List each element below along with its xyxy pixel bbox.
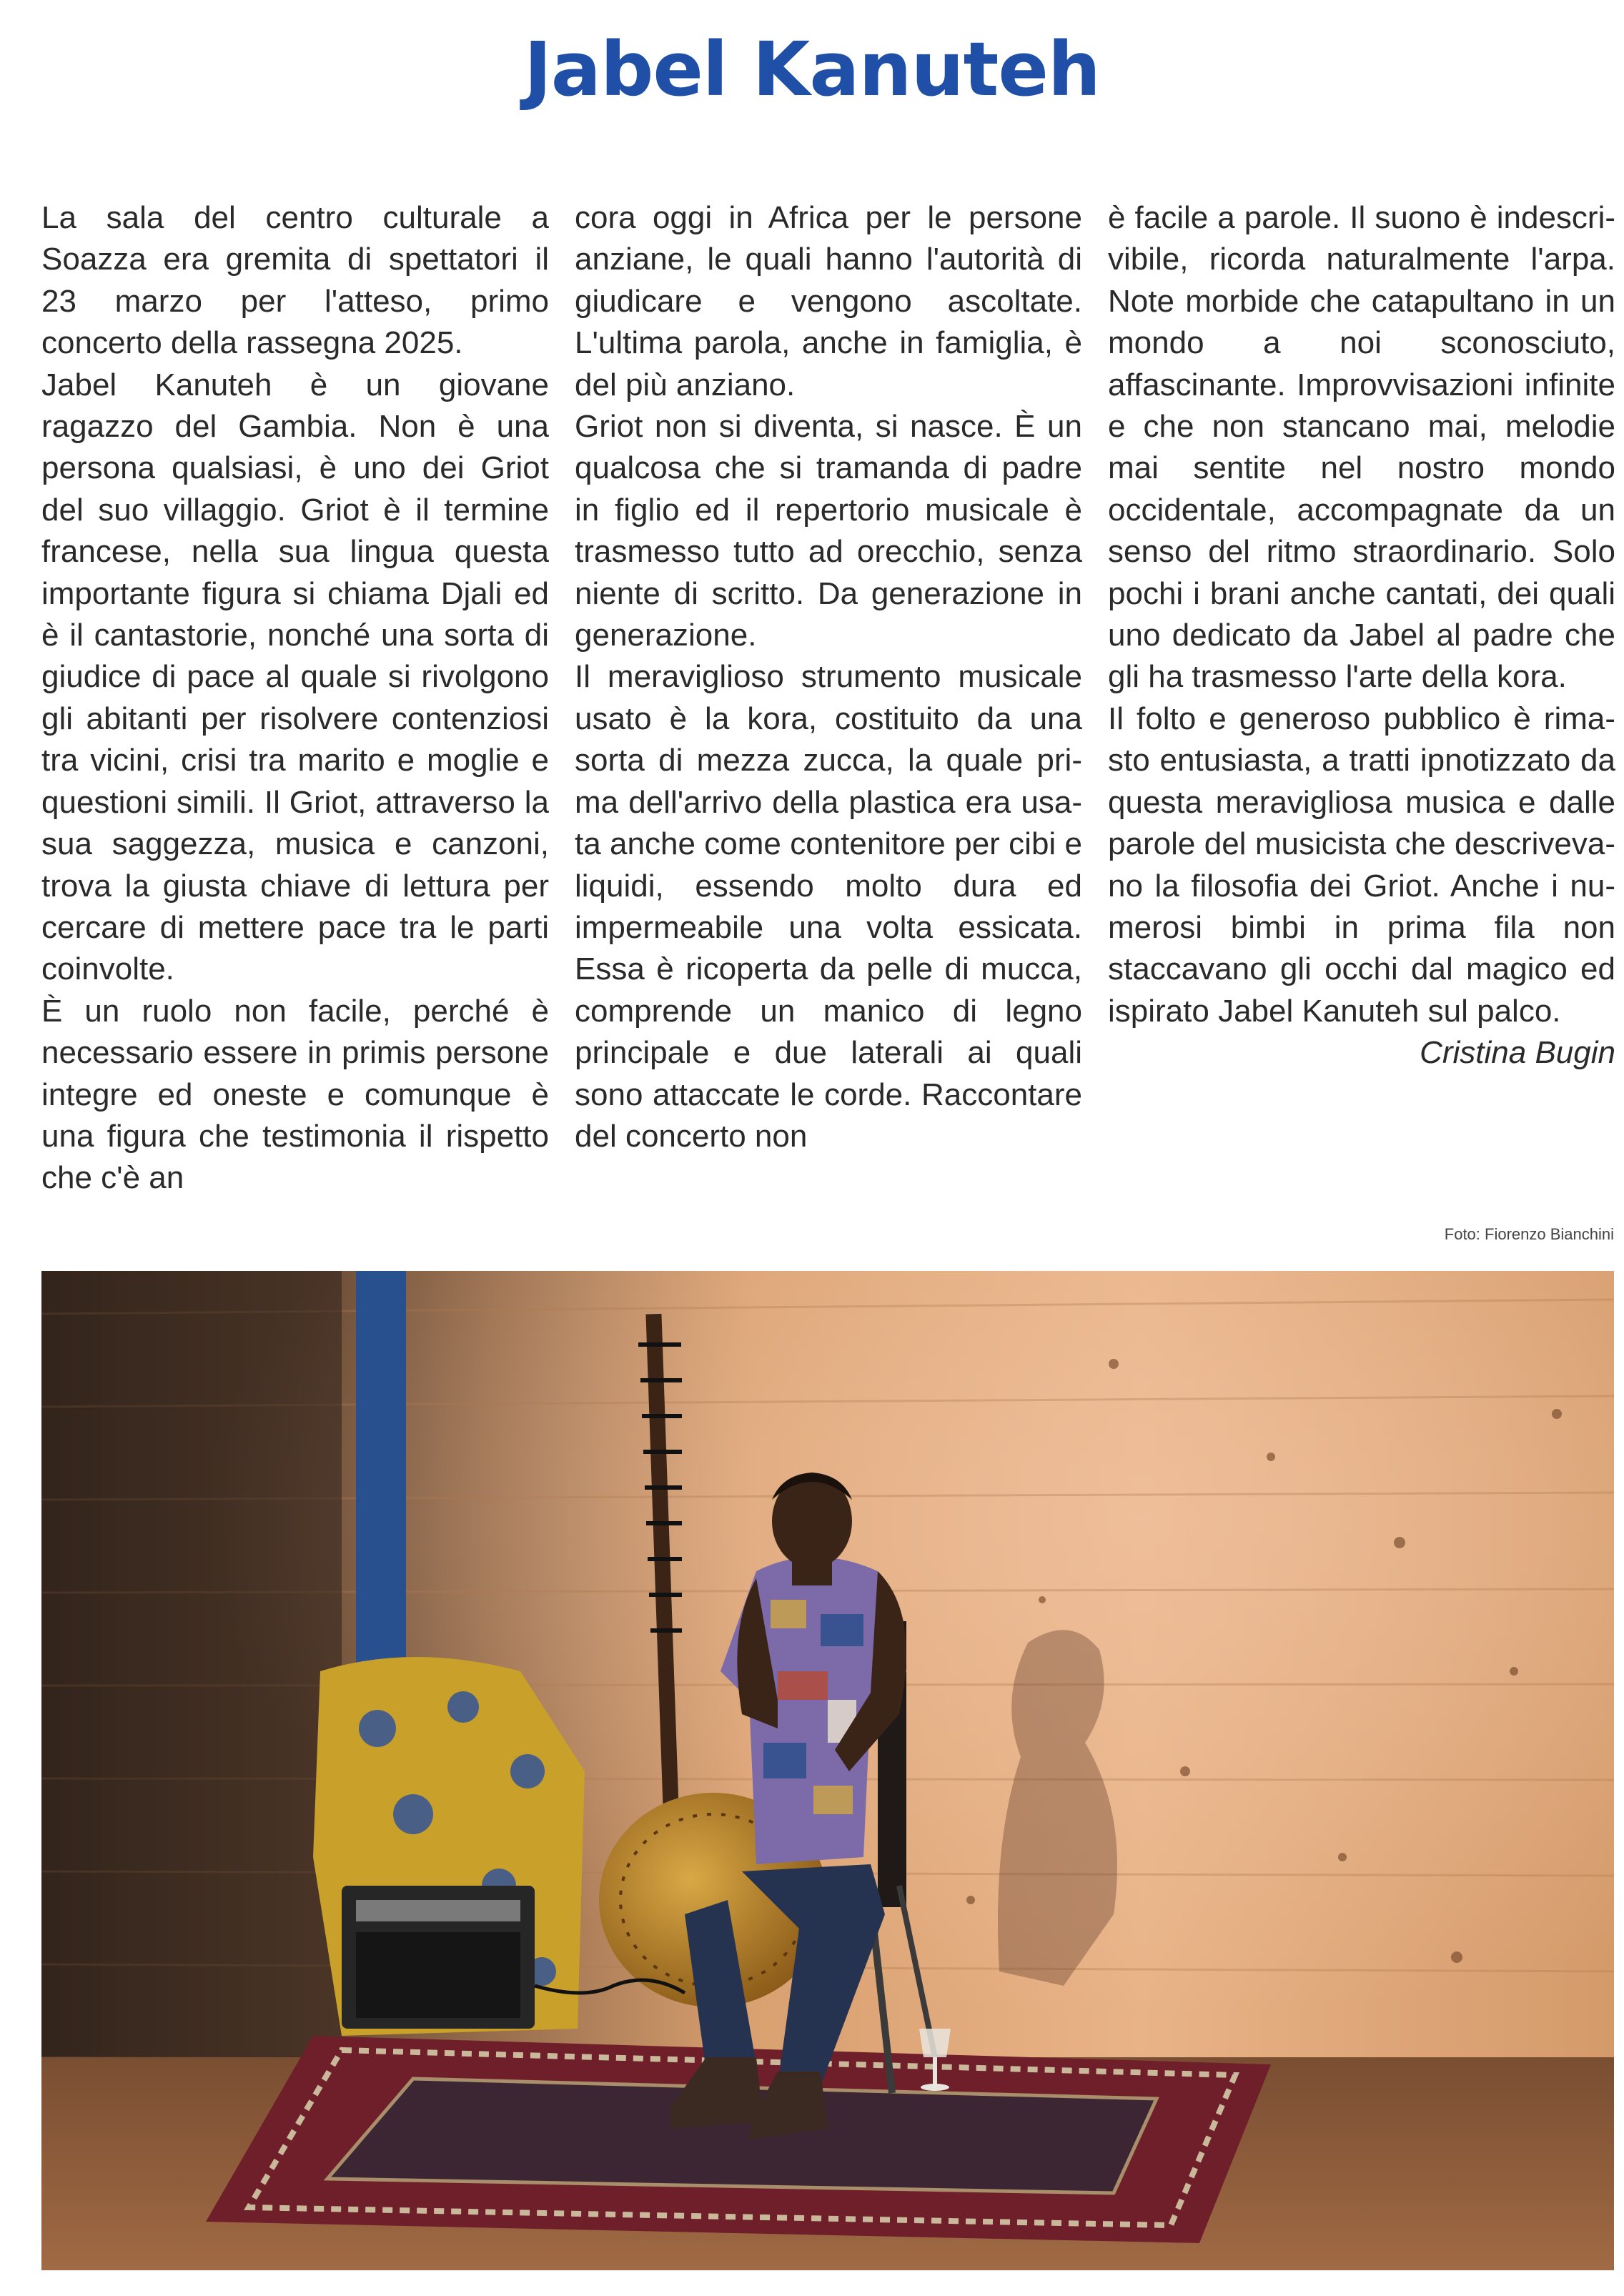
article-column-2 — [575, 197, 1082, 1157]
paragraph: Griot non si diventa, si nasce. È un qualcosa che si tramanda di padre in figlio ed il repertorio musicale è trasmesso tutto ad orecchio, senza niente di scritto. Da generazione in generazione. — [575, 409, 1082, 653]
concert-photo-illustration — [41, 1271, 1614, 2270]
article-column-3 — [1108, 197, 1615, 1074]
author-byline: Cristina Bugin — [1420, 1035, 1615, 1071]
blue-pillar — [356, 1271, 406, 1686]
concert-photo — [41, 1271, 1614, 2270]
shadow — [998, 1630, 1117, 1986]
paragraph: La sala del centro culturale a Soazza era gremita di spettatori il 23 marzo per l'atteso, primo concerto della rassegna 2025. — [41, 200, 549, 361]
paragraph: Il folto e generoso pubblico è rimasto entusiasta, a tratti ipnotizzato da questa meravigliosa musica e dalle parole del musicista che descrivevano la filosofia dei Griot. Anche i numerosi bimbi in prima fila non staccavano gli occhi dal magico ed ispirato Jabel Kanuteh sul palco. — [1108, 701, 1615, 1029]
paragraph: cora oggi in Africa per le persone anziane, le quali hanno l'autorità di giudicare e vengono ascoltate. L'ultima parola, anche in famiglia, è del più anziano. — [575, 200, 1082, 402]
photo-credit: Foto: Fiorenzo Bianchini — [1444, 1225, 1614, 1243]
paragraph: Il meraviglioso strumento musicale usato è la kora, costituito da una sorta di mezza zucca, la quale prima dell'arrivo della plastica era usata anche come contenitore per cibi e liquidi, essendo molto dura ed impermeabile una volta essicata. Essa è ricoperta da pelle di mucca, comprende un manico di legno principale e due laterali ai quali sono attaccate le corde. Raccontare del concerto non — [575, 659, 1082, 1154]
article-title: Jabel Kanuteh — [524, 26, 1100, 113]
article-column-1 — [41, 197, 549, 1199]
paragraph: Jabel Kanuteh è un giovane ragazzo del Gambia. Non è una persona qualsiasi, è uno dei Griot del suo villaggio. Griot è il termine francese, nella sua lingua questa importante figura si chiama Djali ed è il cantastorie, nonché una sorta di giudice di pace al quale si rivolgono gli abitanti per risolvere contenziosi tra vicini, crisi tra marito e moglie e questioni simili. Il Griot, attraverso la sua saggezza, musica e canzoni, trova la giusta chiave di lettura per cercare di mettere pace tra le parti coinvolte. — [41, 367, 549, 987]
paragraph: è facile a parole. Il suono è indescrivibile, ricorda naturalmente l'arpa. Note morbide che catapultano in un mondo a noi sconosciuto, affascinante. Improvvisazioni infinite e che non stancano mai, melodie mai sentite nel nostro mondo occidentale, accompagnate da un senso del ritmo straordinario. Solo pochi i brani anche cantati, dei quali uno dedicato da Jabel al padre che gli ha trasmesso l'arte della kora. — [1108, 200, 1615, 695]
paragraph: È un ruolo non facile, perché è necessario essere in primis persone integre ed oneste e comunque è una figura che testimonia il rispetto che c'è an — [41, 993, 549, 1196]
